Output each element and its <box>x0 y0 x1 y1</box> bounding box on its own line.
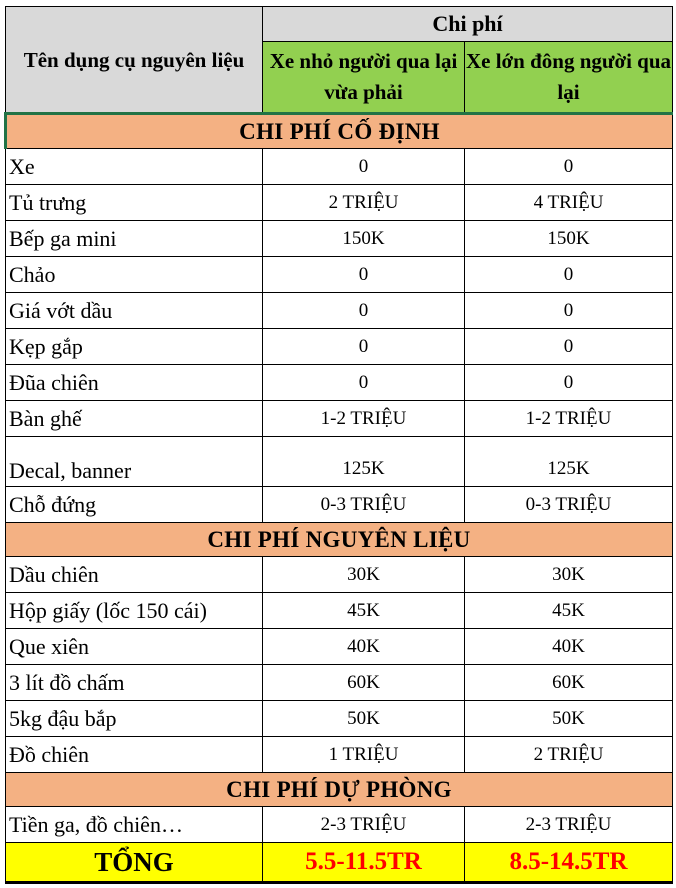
table-row <box>6 185 673 221</box>
table-row <box>6 701 673 737</box>
section-title-fixed[interactable]: CHI PHÍ CỐ ĐỊNH <box>6 114 673 149</box>
value-cell-a[interactable]: 0 <box>263 365 465 401</box>
total-value-b[interactable]: 8.5-14.5TR <box>465 843 673 883</box>
value-cell-a[interactable]: 150K <box>263 221 465 257</box>
value-cell-b[interactable]: 60K <box>465 665 673 701</box>
value-cell-b[interactable]: 0 <box>465 329 673 365</box>
table-row <box>6 737 673 773</box>
value-cell-b[interactable]: 125K <box>465 437 673 487</box>
value-cell-b[interactable]: 40K <box>465 629 673 665</box>
item-cell[interactable]: Bàn ghế <box>6 401 263 437</box>
table-row <box>6 293 673 329</box>
table-row <box>6 629 673 665</box>
section-title-reserve[interactable]: CHI PHÍ DỰ PHÒNG <box>6 773 673 807</box>
table-row <box>6 221 673 257</box>
item-cell[interactable]: Đũa chiên <box>6 365 263 401</box>
table-row <box>6 365 673 401</box>
value-cell-a[interactable]: 40K <box>263 629 465 665</box>
table-row <box>6 487 673 523</box>
value-cell-a[interactable]: 125K <box>263 437 465 487</box>
value-cell-b[interactable]: 4 TRIỆU <box>465 185 673 221</box>
table-row <box>6 329 673 365</box>
value-cell-a[interactable]: 2-3 TRIỆU <box>263 807 465 843</box>
table-row <box>6 149 673 185</box>
value-cell-a[interactable]: 0 <box>263 329 465 365</box>
section-row <box>6 114 673 149</box>
item-cell[interactable]: Chỗ đứng <box>6 487 263 523</box>
value-cell-b[interactable]: 0 <box>465 365 673 401</box>
table-row <box>6 557 673 593</box>
item-cell[interactable]: Giá vớt dầu <box>6 293 263 329</box>
value-cell-b[interactable]: 0-3 TRIỆU <box>465 487 673 523</box>
header-item-col[interactable]: Tên dụng cụ nguyên liệu <box>6 7 263 114</box>
value-cell-b[interactable]: 30K <box>465 557 673 593</box>
header-option-a[interactable]: Xe nhỏ người qua lại vừa phải <box>263 42 465 114</box>
item-cell[interactable]: Xe <box>6 149 263 185</box>
section-row <box>6 523 673 557</box>
value-cell-a[interactable]: 0-3 TRIỆU <box>263 487 465 523</box>
value-cell-a[interactable]: 2 TRIỆU <box>263 185 465 221</box>
value-cell-b[interactable]: 1-2 TRIỆU <box>465 401 673 437</box>
item-cell[interactable]: Hộp giấy (lốc 150 cái) <box>6 593 263 629</box>
value-cell-a[interactable]: 0 <box>263 257 465 293</box>
value-cell-b[interactable]: 45K <box>465 593 673 629</box>
section-title-ingredients[interactable]: CHI PHÍ NGUYÊN LIỆU <box>6 523 673 557</box>
value-cell-a[interactable]: 50K <box>263 701 465 737</box>
item-cell[interactable]: Decal, banner <box>6 437 263 487</box>
item-cell[interactable]: Bếp ga mini <box>6 221 263 257</box>
value-cell-b[interactable]: 2 TRIỆU <box>465 737 673 773</box>
table-row <box>6 807 673 843</box>
value-cell-a[interactable]: 1-2 TRIỆU <box>263 401 465 437</box>
item-cell[interactable]: Dầu chiên <box>6 557 263 593</box>
table-row <box>6 401 673 437</box>
header-cost-group[interactable]: Chi phí <box>263 7 673 42</box>
cost-table <box>4 6 673 884</box>
value-cell-b[interactable]: 150K <box>465 221 673 257</box>
total-row <box>6 843 673 883</box>
table-row <box>6 437 673 487</box>
value-cell-b[interactable]: 0 <box>465 149 673 185</box>
value-cell-b[interactable]: 0 <box>465 293 673 329</box>
item-cell[interactable]: Kẹp gắp <box>6 329 263 365</box>
item-cell[interactable]: Tiền ga, đồ chiên… <box>6 807 263 843</box>
item-cell[interactable]: 5kg đậu bắp <box>6 701 263 737</box>
item-cell[interactable]: 3 lít đồ chấm <box>6 665 263 701</box>
item-cell[interactable]: Đồ chiên <box>6 737 263 773</box>
value-cell-b[interactable]: 50K <box>465 701 673 737</box>
value-cell-b[interactable]: 2-3 TRIỆU <box>465 807 673 843</box>
table-row <box>6 593 673 629</box>
value-cell-a[interactable]: 30K <box>263 557 465 593</box>
value-cell-a[interactable]: 45K <box>263 593 465 629</box>
header-row-top <box>6 7 673 42</box>
value-cell-a[interactable]: 0 <box>263 293 465 329</box>
value-cell-a[interactable]: 0 <box>263 149 465 185</box>
item-cell[interactable]: Chảo <box>6 257 263 293</box>
value-cell-a[interactable]: 60K <box>263 665 465 701</box>
table-row <box>6 665 673 701</box>
table-row <box>6 257 673 293</box>
total-label[interactable]: TỔNG <box>6 843 263 883</box>
value-cell-a[interactable]: 1 TRIỆU <box>263 737 465 773</box>
item-cell[interactable]: Tủ trưng <box>6 185 263 221</box>
value-cell-b[interactable]: 0 <box>465 257 673 293</box>
total-value-a[interactable]: 5.5-11.5TR <box>263 843 465 883</box>
header-option-b[interactable]: Xe lớn đông người qua lại <box>465 42 673 114</box>
item-cell[interactable]: Que xiên <box>6 629 263 665</box>
section-row <box>6 773 673 807</box>
